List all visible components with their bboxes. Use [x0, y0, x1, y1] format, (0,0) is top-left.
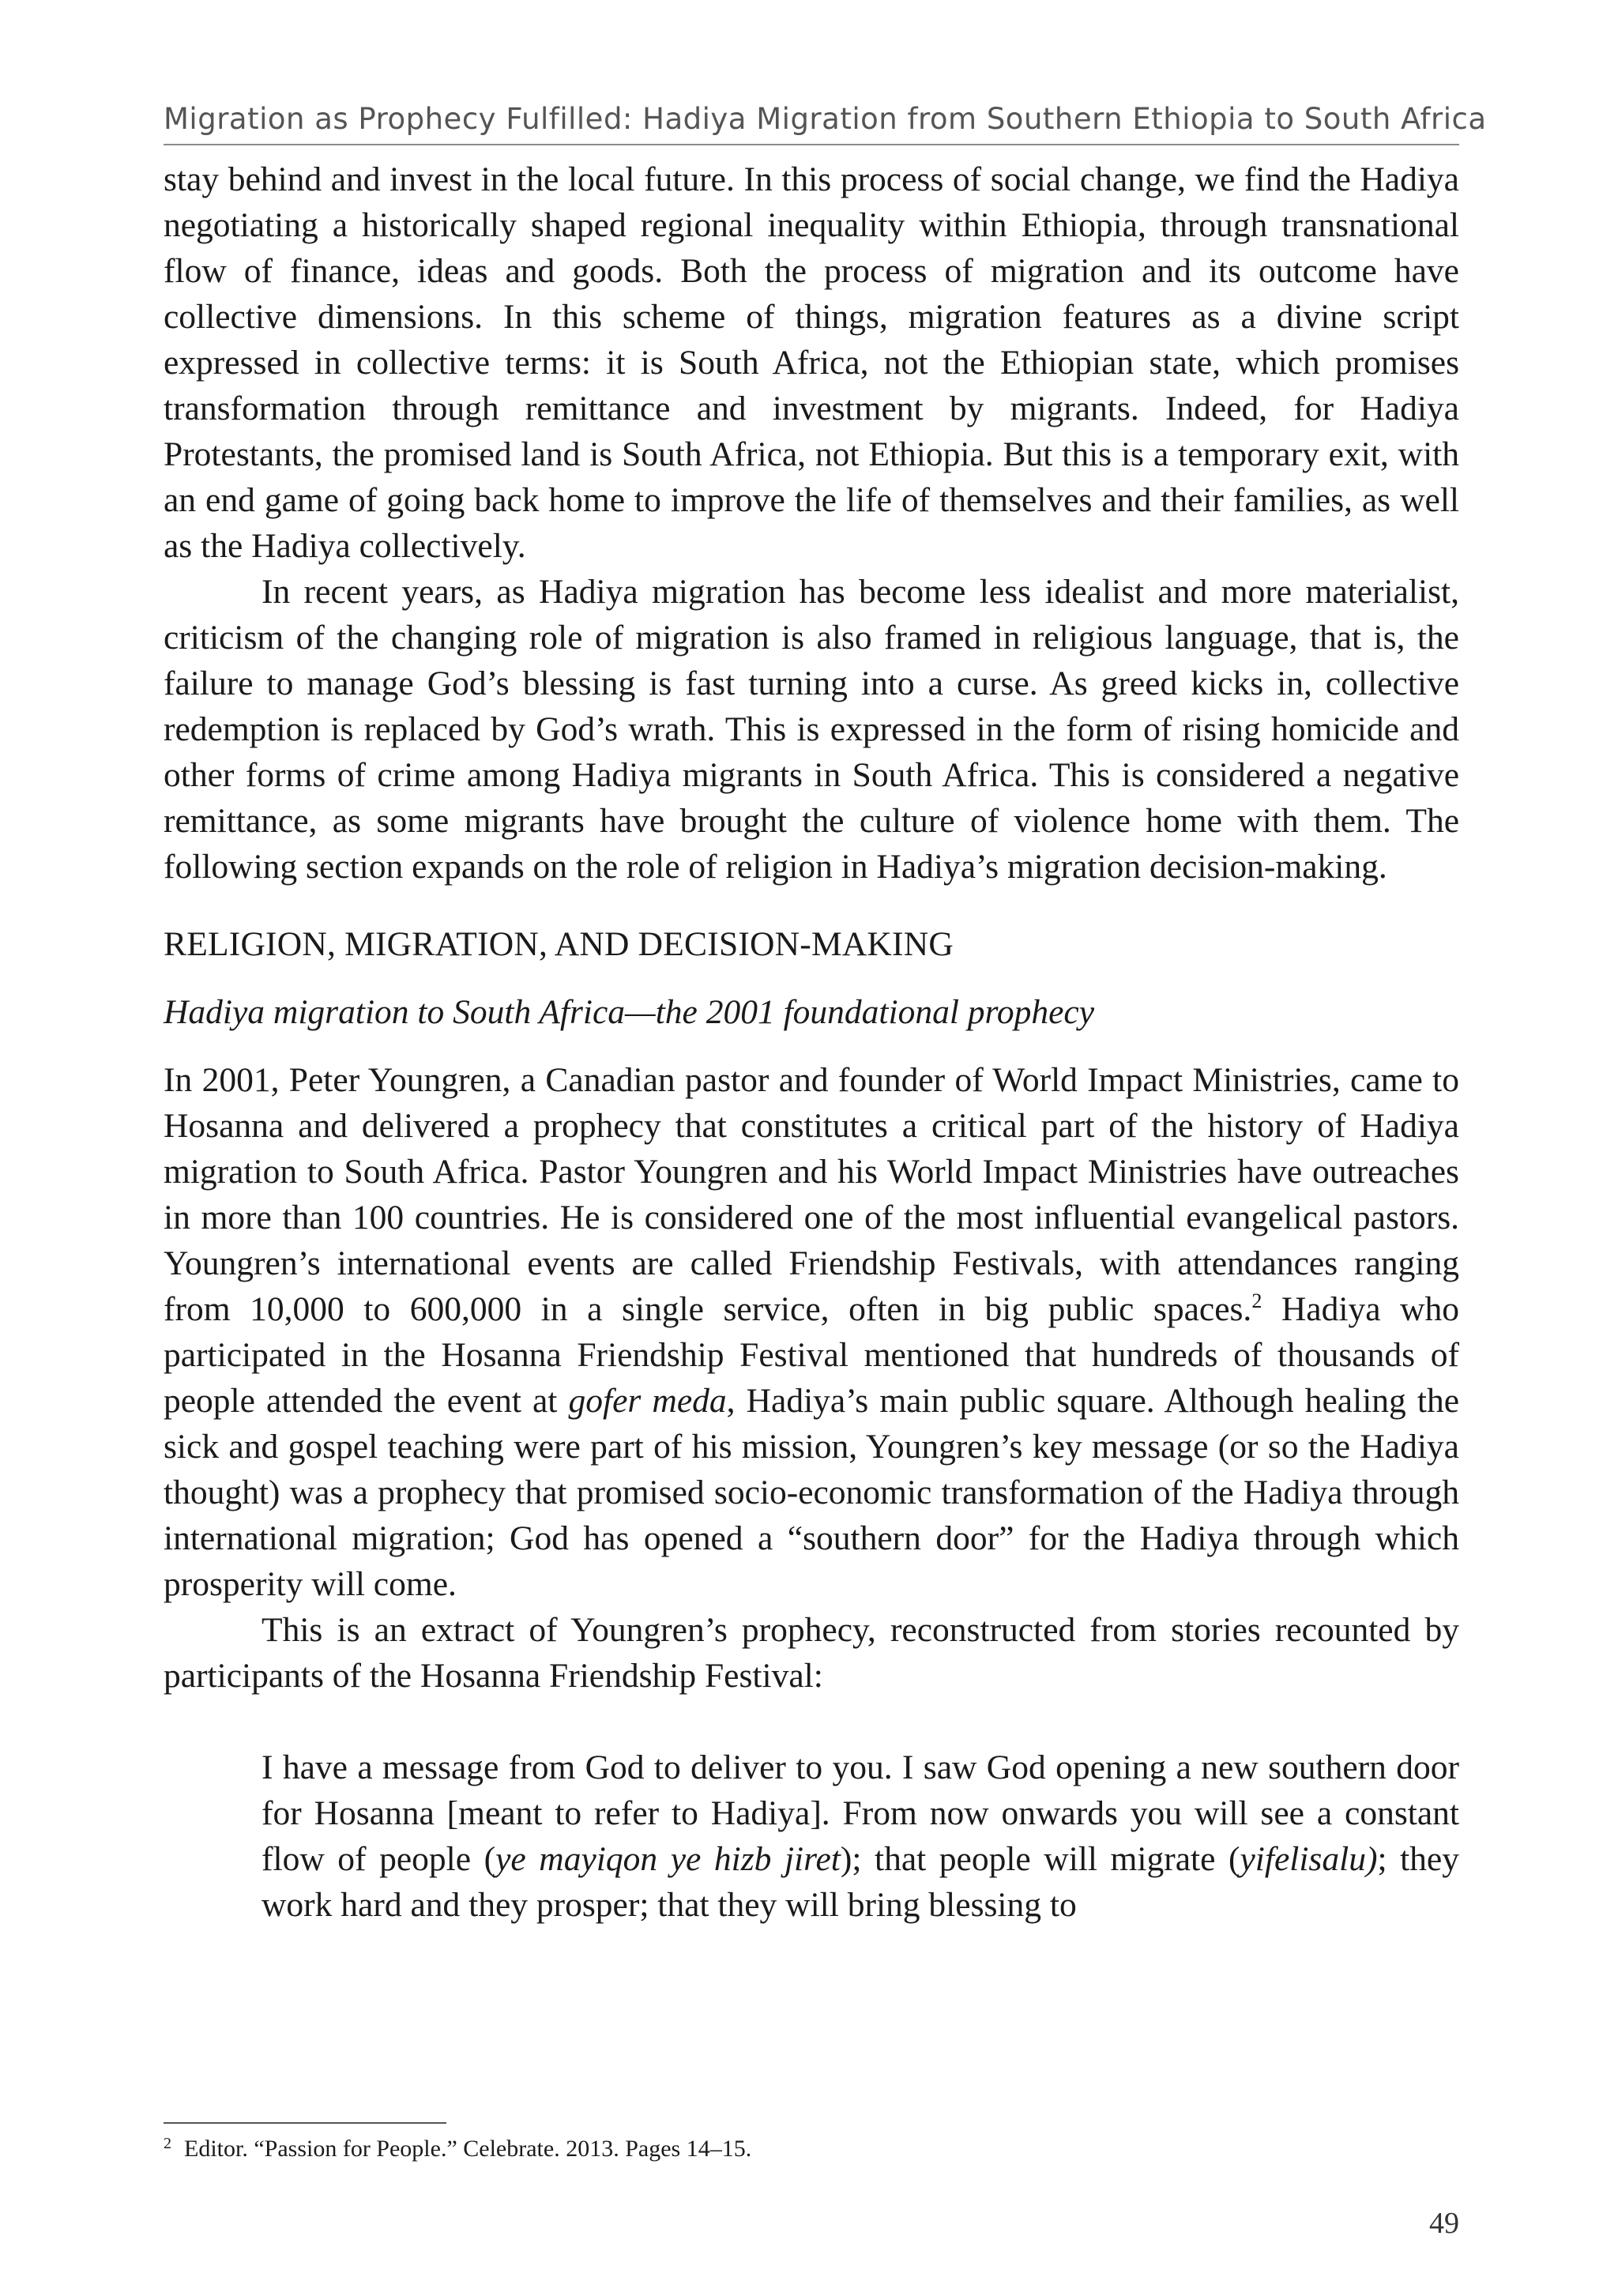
footnote-text: Editor. “Passion for People.” Celebrate. 2013. Pages 14–15.: [184, 2136, 752, 2162]
footnote-mark: 2: [164, 2135, 171, 2152]
paragraph-1: stay behind and invest in the local future. In this process of social change, we find the Hadiya negotiating a historically shaped regional inequality within Ethiopia, through transnational flow of finance, ideas and goods. Both the process of migration and its outcome have collective dimensions. In this scheme of things, migration features as a divine script expressed in collective terms: it is South Africa, not the Ethiopian state, which promises transformation through remittance and investment by migrants. Indeed, for Hadiya Protestants, the promised land is South Africa, not Ethiopia. But this is a temporary exit, with an end game of going back home to improve the life of themselves and their families, as well as the Hadiya collectively.: [164, 160, 1459, 565]
block-quote: [262, 1745, 1459, 1928]
footnote: [164, 2133, 1459, 2165]
paragraph-3-text-c: , Hadiya’s main public square. Although healing the sick and gospel teaching were part of his mission, Youngren’s key message (or so the Hadiya thought) was a prophecy that promised socio-economic transformation of the Hadiya through international migration; God has opened a “southern door” for the Hadiya through which prosperity will come.: [164, 1382, 1460, 1603]
quote-text-b: ); that people will migrate (: [840, 1840, 1240, 1878]
header-rule: [164, 144, 1459, 145]
footnote-rule: [164, 2122, 446, 2124]
quote-text-c: ; they work hard and they prosper; that they will bring blessing to: [262, 1840, 1459, 1924]
body-text: [164, 156, 1459, 1928]
quote-italic-b: yifelisalu): [1240, 1840, 1378, 1878]
running-header: Migration as Prophecy Fulfilled: Hadiya Migration from Southern Ethiopia to South Africa: [164, 102, 1487, 136]
quote-italic-a: ye mayiqon ye hizb jiret: [495, 1840, 841, 1878]
page-number: 49: [1429, 2207, 1459, 2240]
paragraph-3-italic: gofer meda: [568, 1382, 727, 1420]
footnote-reference[interactable]: 2: [1251, 1289, 1262, 1312]
paragraph-4: This is an extract of Youngren’s prophecy, reconstructed from stories recounted by participants of the Hosanna Friendship Festival:: [164, 1611, 1459, 1695]
paragraph-3-text-b: Hadiya who participated in the Hosanna Friendship Festival mentioned that hundreds of thousands of people attended the event at: [164, 1290, 1459, 1420]
quote-text-a: I have a message from God to deliver to you. I saw God opening a new southern door for Hosanna [meant to refer to Hadiya]. From now onwards you will see a constant flow of people (: [262, 1748, 1459, 1878]
paragraph-2: In recent years, as Hadiya migration has become less idealist and more materialist, criticism of the changing role of migration is also framed in religious language, that is, the failure to manage God’s blessing is fast turning into a curse. As greed kicks in, collective redemption is replaced by God’s wrath. This is expressed in the form of rising homicide and other forms of crime among Hadiya migrants in South Africa. This is considered a negative remittance, as some migrants have brought the culture of violence home with them. The following section expands on the role of religion in Hadiya’s migration decision-making.: [164, 573, 1459, 886]
paragraph-3: [164, 1057, 1459, 1607]
paragraph-3-text-a: In 2001, Peter Youngren, a Canadian pastor and founder of World Impact Ministries, came to Hosanna and delivered a prophecy that constitutes a critical part of the history of Hadiya migration to South Africa. Pastor Youngren and his World Impact Ministries have outreaches in more than 100 countries. He is considered one of the most influential evangelical pastors. Youngren’s international events are called Friendship Festivals, with attendances ranging from 10,000 to 600,000 in a single service, often in big public spaces.: [164, 1061, 1459, 1328]
subsection-heading: Hadiya migration to South Africa—the 2001 foundational prophecy: [164, 993, 1095, 1031]
section-heading: RELIGION, MIGRATION, AND DECISION-MAKING: [164, 925, 954, 963]
